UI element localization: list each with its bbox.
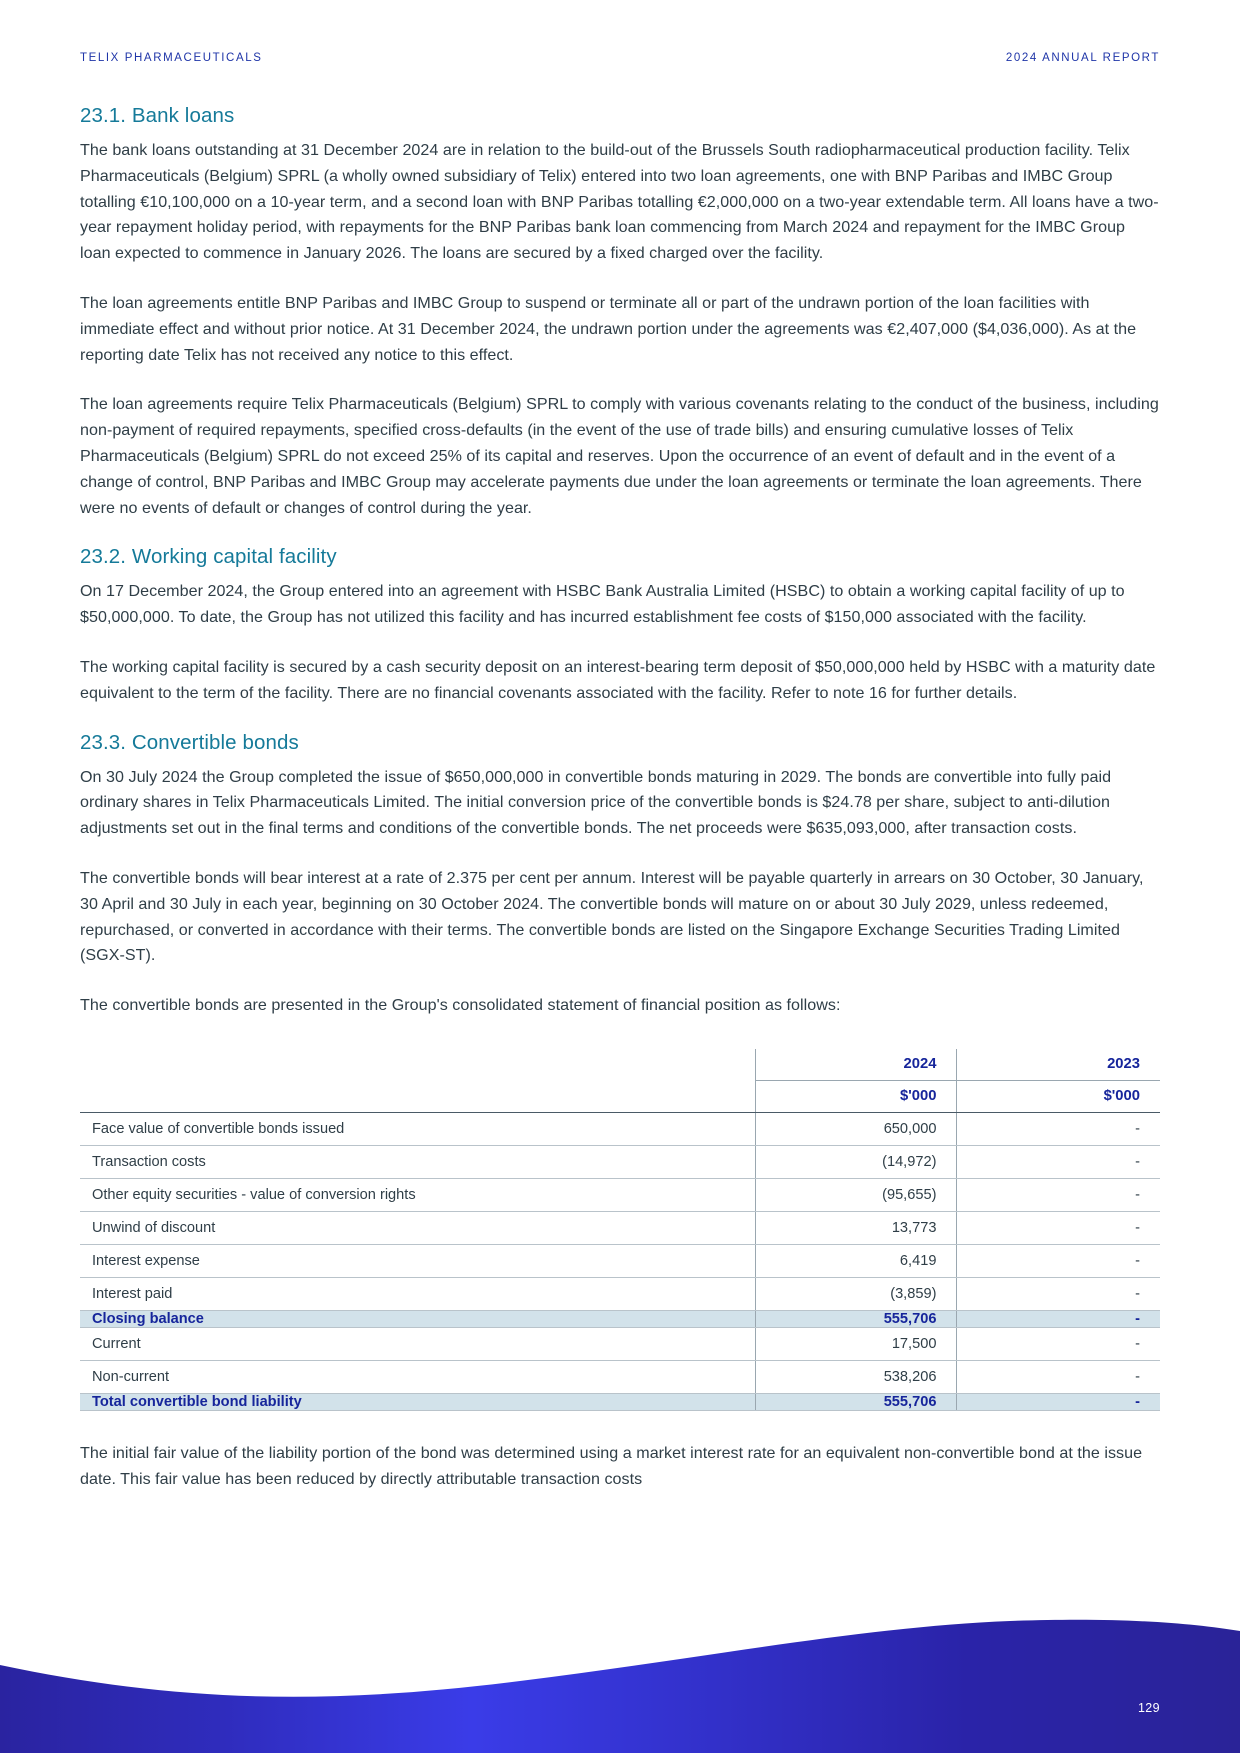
- section-heading-23-3: 23.3. Convertible bonds: [80, 730, 299, 754]
- table-head: [80, 1049, 1160, 1113]
- table-header-blank: [80, 1049, 755, 1081]
- table-row: [80, 1211, 1160, 1244]
- table-cell-label: Transaction costs: [80, 1145, 755, 1178]
- table-header-row-units: [80, 1080, 1160, 1112]
- table-cell-2024: 13,773: [755, 1211, 957, 1244]
- table-cell-2024: 538,206: [755, 1360, 957, 1393]
- table-header-unit-2023: $'000: [957, 1080, 1160, 1112]
- table-body: [80, 1112, 1160, 1410]
- table-cell-2024: 6,419: [755, 1244, 957, 1277]
- table-cell-2023: -: [957, 1244, 1160, 1277]
- table-header-row-years: [80, 1049, 1160, 1081]
- table-row: [80, 1145, 1160, 1178]
- table-header-blank-2: [80, 1080, 755, 1112]
- running-header: [80, 48, 1160, 68]
- table-cell-label: Interest paid: [80, 1277, 755, 1310]
- running-header-left: TELIX PHARMACEUTICALS: [80, 52, 263, 64]
- section-heading-23-2: 23.2. Working capital facility: [80, 545, 337, 569]
- table-cell-label: Unwind of discount: [80, 1211, 755, 1244]
- page-number: 129: [1137, 1701, 1160, 1715]
- table-cell-2023: -: [957, 1145, 1160, 1178]
- table-header-year-2023: 2023: [957, 1049, 1160, 1081]
- table-cell-2023: -: [957, 1277, 1160, 1310]
- table-cell-label: Non-current: [80, 1360, 755, 1393]
- table-header-year-2024: 2024: [755, 1049, 957, 1081]
- page-content: [80, 104, 1160, 1493]
- table-cell-2023: -: [957, 1178, 1160, 1211]
- table-row: [80, 1178, 1160, 1211]
- section-heading-23-1: 23.1. Bank loans: [80, 104, 235, 127]
- paragraph-23-3-3: The convertible bonds are presented in the Group's consolidated statement of financial position as follows:: [80, 996, 841, 1015]
- table-row: [80, 1327, 1160, 1360]
- table-cell-2024: 650,000: [755, 1112, 957, 1145]
- paragraph-23-1-3: The loan agreements require Telix Pharmaceuticals (Belgium) SPRL to comply with various covenants relating to the conduct of the business, including non-payment of required repayments, specified cross-defaults (in the event of the use of trade bills) and ensuring cumulative losses of Telix Pharmaceuticals (Belgium) SPRL do not exceed 25% of its capital and reserves. Upon the occurrence of an event of default and in the event of a change of control, BNP Paribas and IMBC Group may accelerate payments due under the loan agreements or terminate the loan agreements. There were no events of default or changes of control during the year.: [80, 395, 1159, 517]
- paragraph-23-2-2: The working capital facility is secured by a cash security deposit on an interest-bearing term deposit of $50,000,000 held by HSBC with a maturity date equivalent to the term of the facility. There are no financial covenants associated with the facility. Refer to note 16 for further details.: [80, 657, 1156, 702]
- table-cell-label: Other equity securities - value of conversion rights: [80, 1178, 755, 1211]
- table-cell-label: Face value of convertible bonds issued: [80, 1112, 755, 1145]
- table-cell-2023: -: [957, 1211, 1160, 1244]
- running-header-right: 2024 ANNUAL REPORT: [1005, 52, 1160, 64]
- table-cell-2024: (3,859): [755, 1277, 957, 1310]
- table-cell-2023: -: [957, 1112, 1160, 1145]
- paragraph-23-1-2: The loan agreements entitle BNP Paribas and IMBC Group to suspend or terminate all or part of the undrawn portion of the loan facilities with immediate effect and without prior notice. At 31 December 2024, the undrawn portion under the agreements was €2,407,000 ($4,036,000). As at the reporting date Telix has not received any notice to this effect.: [80, 293, 1137, 364]
- table-row: [80, 1310, 1160, 1327]
- table-cell-2024: (95,655): [755, 1178, 957, 1211]
- table-cell-2024: 555,706: [755, 1310, 957, 1327]
- table-header-unit-2024: $'000: [755, 1080, 957, 1112]
- paragraph-23-1-1: The bank loans outstanding at 31 December 2024 are in relation to the build-out of the Brussels South radiopharmaceutical production facility. Telix Pharmaceuticals (Belgium) SPRL (a wholly owned subsidiary of Telix) entered into two loan agreements, one with BNP Paribas and IMBC Group totalling €10,100,000 on a 10-year term, and a second loan with BNP Paribas totalling €2,000,000 on a two-year extendable term. All loans have a two-year repayment holiday period, with repayments for the BNP Paribas bank loan commencing from March 2024 and repayment for the IMBC Group loan expected to commence in January 2026. The loans are secured by a fixed charged over the facility.: [80, 141, 1159, 263]
- table-row: [80, 1277, 1160, 1310]
- table-row: [80, 1112, 1160, 1145]
- table-cell-2024: 555,706: [755, 1393, 957, 1410]
- table-cell-label: Total convertible bond liability: [80, 1393, 755, 1410]
- table-cell-label: Current: [80, 1327, 755, 1360]
- table-row: [80, 1244, 1160, 1277]
- table-cell-2023: -: [957, 1310, 1160, 1327]
- convertible-bonds-table-wrapper: [80, 1049, 1160, 1411]
- closing-paragraph: The initial fair value of the liability portion of the bond was determined using a market interest rate for an equivalent non-convertible bond at the issue date. This fair value has been reduced by directly attributable transaction costs: [80, 1443, 1143, 1488]
- paragraph-23-2-1: On 17 December 2024, the Group entered into an agreement with HSBC Bank Australia Limited (HSBC) to obtain a working capital facility of up to $50,000,000. To date, the Group has not utilized this facility and has incurred establishment fee costs of $150,000 associated with the facility.: [80, 582, 1125, 627]
- table-cell-2024: 17,500: [755, 1327, 957, 1360]
- table-cell-2023: -: [957, 1393, 1160, 1410]
- paragraph-23-3-1: On 30 July 2024 the Group completed the issue of $650,000,000 in convertible bonds maturing in 2029. The bonds are convertible into fully paid ordinary shares in Telix Pharmaceuticals Limited. The initial conversion price of the convertible bonds is $24.78 per share, subject to anti-dilution adjustments set out in the final terms and conditions of the convertible bonds. The net proceeds were $635,093,000, after transaction costs.: [80, 767, 1112, 838]
- page-footer: [0, 1593, 1240, 1753]
- table-cell-2023: -: [957, 1327, 1160, 1360]
- table-row: [80, 1360, 1160, 1393]
- convertible-bonds-table: [80, 1049, 1160, 1411]
- table-cell-label: Interest expense: [80, 1244, 755, 1277]
- footer-wave-graphic: [0, 1593, 1240, 1753]
- paragraph-23-3-2: The convertible bonds will bear interest at a rate of 2.375 per cent per annum. Interest will be payable quarterly in arrears on 30 October, 30 January, 30 April and 30 July in each year, beginning on 30 October 2024. The convertible bonds will mature on or about 30 July 2029, unless redeemed, repurchased, or converted in accordance with their terms. The convertible bonds are listed on the Singapore Exchange Securities Trading Limited (SGX-ST).: [80, 868, 1144, 965]
- table-row: [80, 1393, 1160, 1410]
- table-cell-label: Closing balance: [80, 1310, 755, 1327]
- table-cell-2023: -: [957, 1360, 1160, 1393]
- table-cell-2024: (14,972): [755, 1145, 957, 1178]
